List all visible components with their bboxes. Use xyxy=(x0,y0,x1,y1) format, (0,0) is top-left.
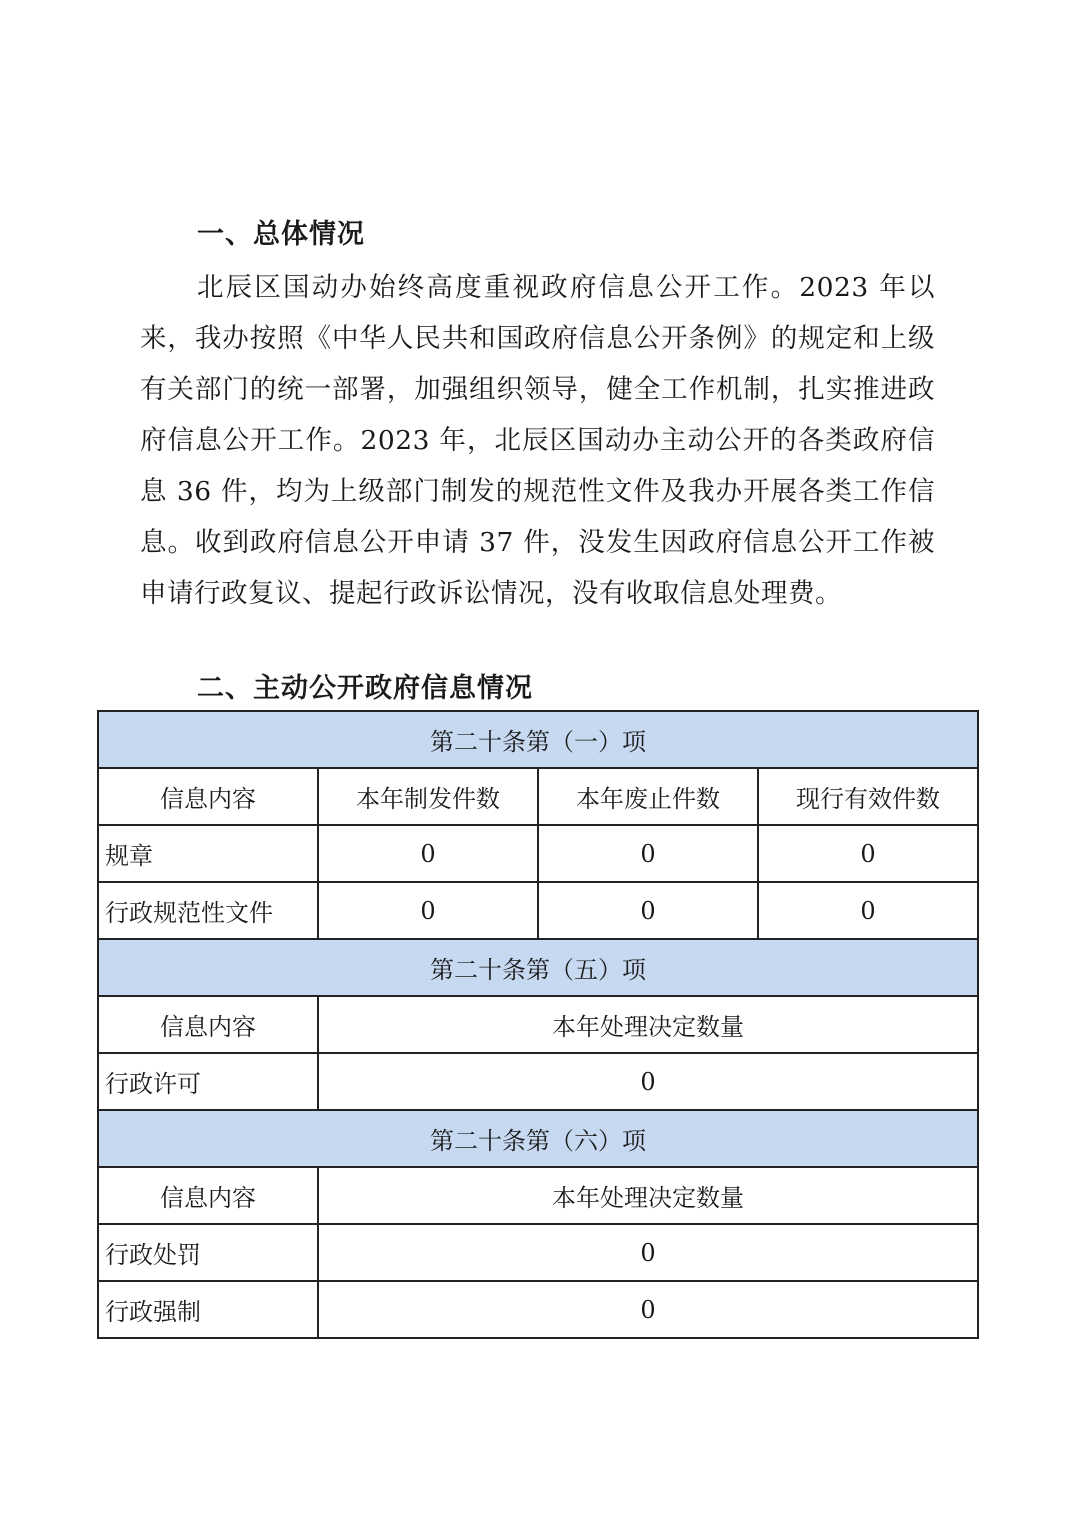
table-header-row xyxy=(98,996,978,1053)
section-title-article20-item1: 第二十条第（一）项 xyxy=(98,711,978,768)
table-row xyxy=(98,1281,978,1338)
cell-value: 0 xyxy=(318,1281,978,1338)
table-header-row xyxy=(98,768,978,825)
disclosure-table xyxy=(97,710,979,1339)
cell-value: 0 xyxy=(318,1224,978,1281)
column-header: 信息内容 xyxy=(98,996,318,1053)
column-header: 本年处理决定数量 xyxy=(318,996,978,1053)
section-heading-overview: 一、总体情况 xyxy=(197,219,365,250)
column-header: 现行有效件数 xyxy=(758,768,978,825)
cell-value: 0 xyxy=(758,882,978,939)
table-section-header xyxy=(98,939,978,996)
column-header: 信息内容 xyxy=(98,1167,318,1224)
column-header: 本年废止件数 xyxy=(538,768,758,825)
cell-value: 0 xyxy=(758,825,978,882)
section-title-article20-item6: 第二十条第（六）项 xyxy=(98,1110,978,1167)
table-row xyxy=(98,1053,978,1110)
column-header: 本年制发件数 xyxy=(318,768,538,825)
table-header-row xyxy=(98,1167,978,1224)
row-label: 规章 xyxy=(98,825,318,882)
row-label: 行政强制 xyxy=(98,1281,318,1338)
column-header: 本年处理决定数量 xyxy=(318,1167,978,1224)
cell-value: 0 xyxy=(318,1053,978,1110)
column-header: 信息内容 xyxy=(98,768,318,825)
row-label: 行政规范性文件 xyxy=(98,882,318,939)
cell-value: 0 xyxy=(318,882,538,939)
section-title-article20-item5: 第二十条第（五）项 xyxy=(98,939,978,996)
table-row xyxy=(98,1224,978,1281)
cell-value: 0 xyxy=(318,825,538,882)
table-section-header xyxy=(98,711,978,768)
table-section-header xyxy=(98,1110,978,1167)
cell-value: 0 xyxy=(538,882,758,939)
table-row xyxy=(98,825,978,882)
row-label: 行政处罚 xyxy=(98,1224,318,1281)
row-label: 行政许可 xyxy=(98,1053,318,1110)
cell-value: 0 xyxy=(538,825,758,882)
overview-paragraph: 北辰区国动办始终高度重视政府信息公开工作。2023 年以来，我办按照《中华人民共和国政府信息公开条例》的规定和上级有关部门的统一部署，加强组织领导，健全工作机制，扎实推进政府信息公开工作。2023 年，北辰区国动办主动公开的各类政府信息 36 件，均为上级部门制发的规范性文件及我办开展各类工作信息。收到政府信息公开申请 37 件，没发生因政府信息公开工作被申请行政复议、提起行政诉讼情况，没有收取信息处理费。 xyxy=(140,272,935,609)
section-heading-proactive-disclosure: 二、主动公开政府信息情况 xyxy=(197,673,533,704)
table-row xyxy=(98,882,978,939)
